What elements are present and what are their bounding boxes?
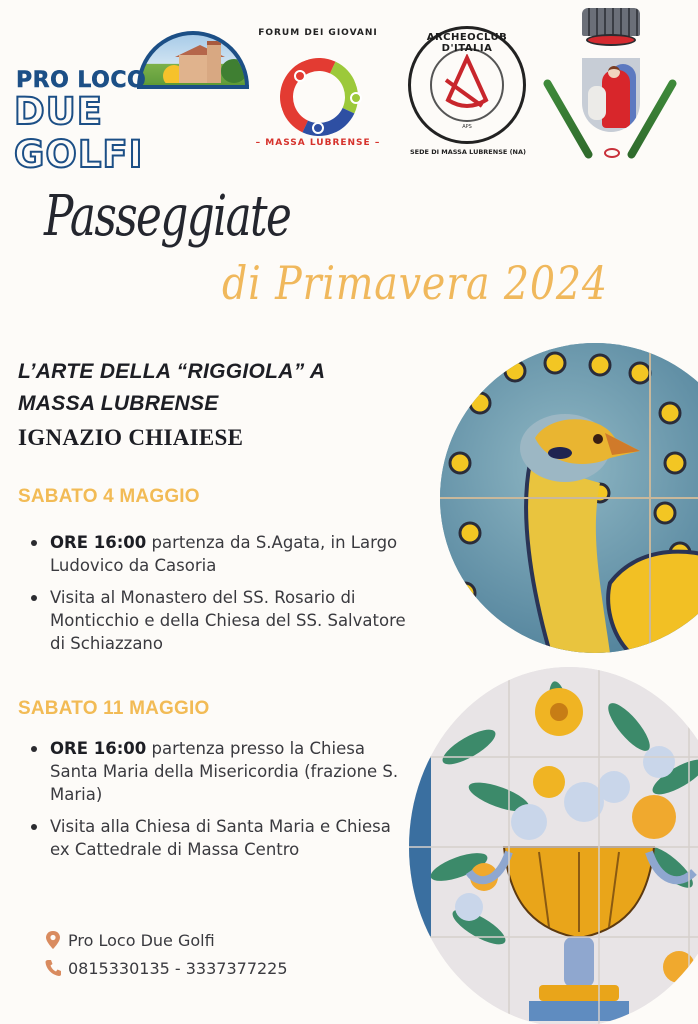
pro-loco-due-golfi-logo: [12, 28, 242, 176]
logo-text-due-golfi: DUE GOLFI: [14, 90, 144, 176]
list-item: [28, 737, 408, 806]
list-item: [28, 586, 408, 655]
phone-text: 0815330135 - 3337377225: [68, 958, 288, 978]
map-pin-icon: [44, 930, 62, 950]
list-item: [28, 815, 408, 861]
peacock-tile-image: [440, 343, 698, 653]
time-label: ORE 16:00: [50, 739, 147, 758]
forum-bottom-text: – MASSA LUBRENSE –: [255, 138, 381, 148]
event-1-details: [28, 531, 408, 664]
title-passeggiate: Passeggiate: [44, 184, 291, 249]
crown-icon: [582, 8, 640, 48]
archeoclub-ring-text: ARCHEOCLUB D'ITALIA: [426, 32, 508, 54]
forum-top-text: FORUM DEI GIOVANI: [258, 28, 378, 38]
archeoclub-logo: [406, 24, 534, 164]
item-text: Visita alla Chiesa di Santa Maria e Chiesa ex Cattedrale di Massa Centro: [50, 817, 391, 859]
time-label: ORE 16:00: [50, 533, 147, 552]
speaker-name: IGNAZIO CHIAIESE: [18, 425, 244, 450]
landscape-emblem: [137, 31, 249, 87]
forum-dei-giovani-logo: [250, 26, 386, 156]
title-di-primavera-2024: di Primavera 2024: [222, 256, 608, 310]
shield-emblem: [582, 58, 640, 132]
item-text: partenza presso la Chiesa Santa Maria della Misericordia (frazione S. Maria): [50, 739, 399, 804]
item-text: partenza da S.Agata, in Largo Ludovico da Casoria: [50, 533, 398, 575]
event-2-details: [28, 737, 408, 870]
contact-location: [44, 930, 215, 950]
contact-phone: [44, 958, 288, 978]
event-date-2: SABATO 11 MAGGIO: [18, 698, 210, 719]
archeoclub-sede: SEDE DI MASSA LUBRENSE (NA): [410, 148, 526, 156]
event-date-1: SABATO 4 MAGGIO: [18, 486, 200, 507]
event-headline: L’ARTE DELLA “RIGGIOLA” A MASSA LUBRENSE: [18, 360, 325, 415]
flower-vase-tile-image: [409, 667, 698, 1024]
ribbon-bow-icon: [604, 148, 620, 158]
massa-lubrense-coat-of-arms: [548, 4, 672, 176]
archeoclub-a-mark-icon: [442, 54, 492, 114]
archeoclub-aps: APS: [462, 124, 472, 130]
phone-icon: [44, 958, 62, 978]
logo-text-pro-loco: PRO LOCO: [16, 68, 147, 93]
location-text: Pro Loco Due Golfi: [68, 930, 215, 950]
item-text: Visita al Monastero del SS. Rosario di Monticchio e della Chiesa del SS. Salvatore di Schiazzano: [50, 588, 406, 653]
list-item: [28, 531, 408, 577]
